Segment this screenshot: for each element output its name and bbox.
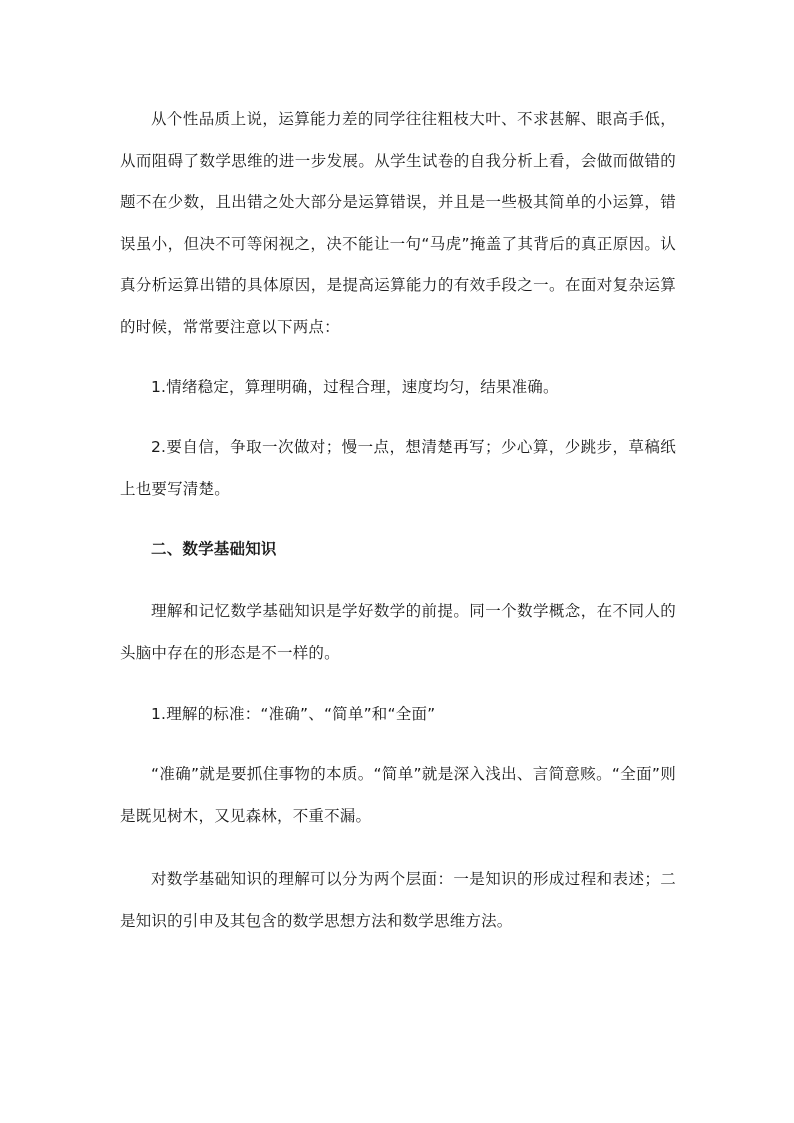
paragraph-text: 2.要自信，争取一次做对；慢一点，想清楚再写；少心算，少跳步，草稿纸上也要写清楚。 (120, 438, 676, 498)
section-heading-text: 二、数学基础知识 (151, 540, 277, 558)
paragraph-standard-explanation (120, 754, 676, 837)
paragraph-text: 1.情绪稳定，算理明确，过程合理，速度均匀，结果准确。 (151, 378, 559, 396)
paragraph-understanding-levels (120, 859, 676, 942)
section-heading (120, 529, 676, 571)
subheading-understanding-standard (120, 694, 676, 736)
paragraph-text: 1.理解的标准：“准确”、“简单”和“全面” (151, 705, 436, 723)
list-item-point-1 (120, 367, 676, 409)
paragraph-text: 从个性品质上说，运算能力差的同学往往粗枝大叶、不求甚解、眼高手低，从而阻碍了数学思维的进一步发展。从学生试卷的自我分析上看，会做而做错的题不在少数，且出错之处大部分是运算错误，并且是一些极其简单的小运算，错误虽小，但决不可等闲视之，决不能让一句“马虎”掩盖了其背后的真正原因。认真分析运算出错的具体原因，是提高运算能力的有效手段之一。在面对复杂运算的时候，常常要注意以下两点： (120, 110, 676, 336)
paragraph-basic-knowledge (120, 591, 676, 674)
paragraph-text: 对数学基础知识的理解可以分为两个层面：一是知识的形成过程和表述；二是知识的引申及其包含的数学思想方法和数学思维方法。 (120, 870, 676, 930)
paragraph-text: “准确”就是要抓住事物的本质。“简单”就是深入浅出、言简意赅。“全面”则是既见树木，又见森林，不重不漏。 (120, 765, 676, 825)
list-item-point-2 (120, 427, 676, 510)
paragraph-computation-errors (120, 99, 676, 348)
paragraph-text: 理解和记忆数学基础知识是学好数学的前提。同一个数学概念，在不同人的头脑中存在的形态是不一样的。 (120, 602, 676, 662)
